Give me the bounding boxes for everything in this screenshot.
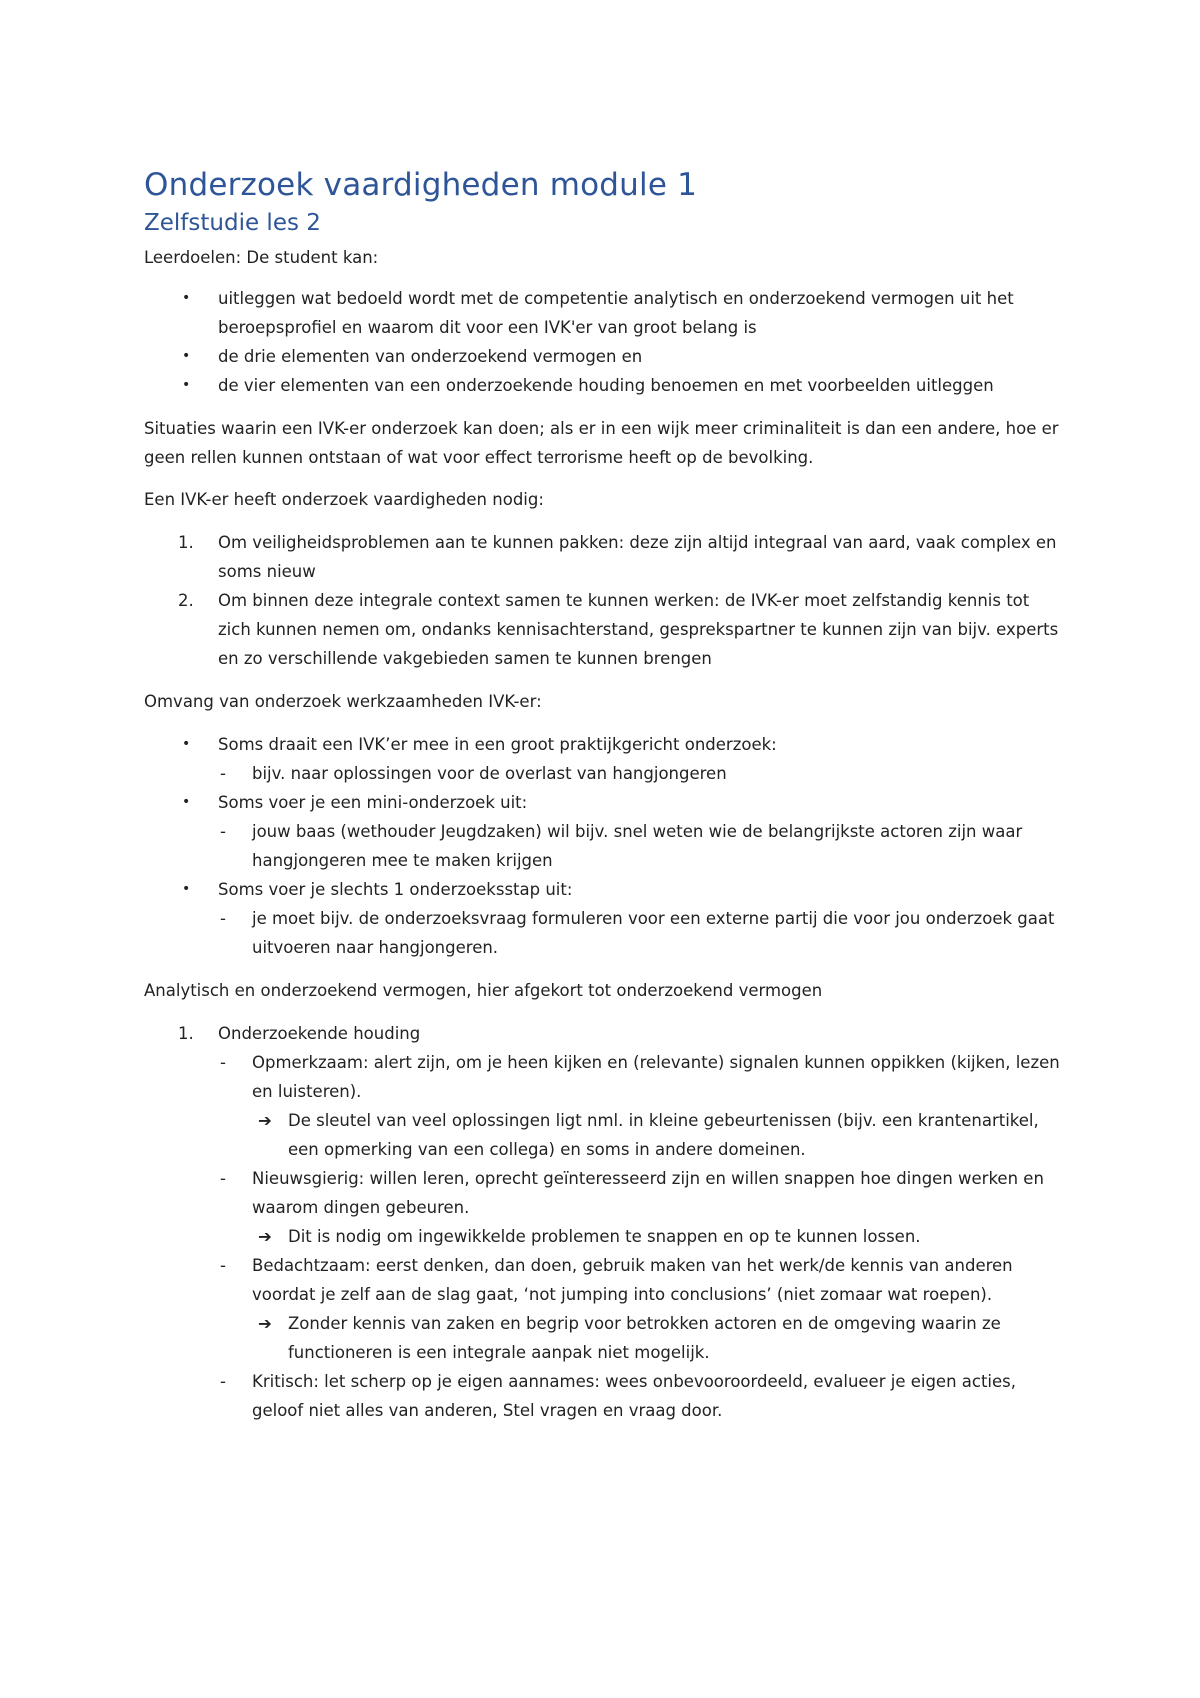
list-item-text: Om binnen deze integrale context samen te kunnen werken: de IVK-er moet zelfstandig kennis tot zich kunnen nemen om, ondanks kennisachterstand, gesprekspartner te kunnen zijn van bijv. experts en zo verschillende vakgebieden samen te kunnen brengen bbox=[218, 591, 1059, 668]
sub-list-item bbox=[144, 759, 1064, 788]
list-item-text: Soms draait een IVK’er mee in een groot praktijkgericht onderzoek: bbox=[218, 735, 777, 754]
arrow-right-icon: ➔ bbox=[258, 1111, 272, 1130]
list-item bbox=[144, 730, 1064, 759]
bullet-icon: • bbox=[182, 348, 191, 364]
document-content bbox=[144, 165, 1064, 1439]
list-item-text: de vier elementen van een onderzoekende houding benoemen en met voorbeelden uitleggen bbox=[218, 376, 994, 395]
houding-list bbox=[144, 1019, 1064, 1425]
list-item bbox=[144, 371, 1064, 400]
omvang-intro: Omvang van onderzoek werkzaamheden IVK-er: bbox=[144, 692, 542, 711]
bullet-icon: • bbox=[182, 290, 191, 306]
nodig-intro: Een IVK-er heeft onderzoek vaardigheden nodig: bbox=[144, 490, 544, 509]
sub-list-item bbox=[144, 1251, 1064, 1309]
dash-icon: - bbox=[220, 909, 226, 928]
list-item bbox=[144, 1019, 1064, 1048]
list-item bbox=[144, 528, 1064, 586]
page-subtitle: Zelfstudie les 2 bbox=[144, 210, 321, 236]
sub-list-item bbox=[144, 1164, 1064, 1222]
arrow-list-item-text: Zonder kennis van zaken en begrip voor betrokken actoren en de omgeving waarin ze functioneren is een integrale aanpak niet mogelijk. bbox=[288, 1314, 1001, 1362]
sub-list-item-text: jouw baas (wethouder Jeugdzaken) wil bijv. snel weten wie de belangrijkste actoren zijn waar hangjongeren mee te maken krijgen bbox=[252, 822, 1023, 870]
arrow-right-icon: ➔ bbox=[258, 1227, 272, 1246]
dash-icon: - bbox=[220, 822, 226, 841]
analytisch-intro: Analytisch en onderzoekend vermogen, hier afgekort tot onderzoekend vermogen bbox=[144, 981, 823, 1000]
list-item bbox=[144, 586, 1064, 673]
arrow-list-item-text: De sleutel van veel oplossingen ligt nml. in kleine gebeurtenissen (bijv. een krantenartikel, een opmerking van een collega) en soms in andere domeinen. bbox=[288, 1111, 1039, 1159]
page-title: Onderzoek vaardigheden module 1 bbox=[144, 167, 698, 203]
bullet-icon: • bbox=[182, 794, 191, 810]
bullet-icon: • bbox=[182, 881, 191, 897]
list-item-text: Onderzoekende houding bbox=[218, 1024, 421, 1043]
list-number: 1. bbox=[178, 1024, 194, 1043]
arrow-list-item bbox=[144, 1222, 1064, 1251]
bullet-icon: • bbox=[182, 377, 191, 393]
sub-list-item-text: bijv. naar oplossingen voor de overlast van hangjongeren bbox=[252, 764, 727, 783]
omvang-list bbox=[144, 730, 1064, 962]
dash-icon: - bbox=[220, 1053, 226, 1072]
sub-list-item-text: je moet bijv. de onderzoeksvraag formuleren voor een externe partij die voor jou onderzoek gaat uitvoeren naar hangjongeren. bbox=[252, 909, 1055, 957]
arrow-list-item bbox=[144, 1309, 1064, 1367]
sub-list-item-text: Opmerkzaam: alert zijn, om je heen kijken en (relevante) signalen kunnen oppikken (kijken, lezen en luisteren). bbox=[252, 1053, 1060, 1101]
list-item-text: Soms voer je een mini-onderzoek uit: bbox=[218, 793, 528, 812]
list-item bbox=[144, 875, 1064, 904]
sub-list-item bbox=[144, 1367, 1064, 1425]
list-item-text: Om veiligheidsproblemen aan te kunnen pakken: deze zijn altijd integraal van aard, vaak complex en soms nieuw bbox=[218, 533, 1057, 581]
leerdoelen-list bbox=[144, 284, 1064, 400]
dash-icon: - bbox=[220, 764, 226, 783]
list-number: 2. bbox=[178, 591, 194, 610]
sub-list-item bbox=[144, 1048, 1064, 1106]
sub-list-item-text: Bedachtzaam: eerst denken, dan doen, gebruik maken van het werk/de kennis van anderen voordat je zelf aan de slag gaat, ‘not jumping into conclusions’ (niet zomaar wat roepen). bbox=[252, 1256, 1013, 1304]
list-item bbox=[144, 284, 1064, 342]
sub-list-item-text: Kritisch: let scherp op je eigen aannames: wees onbevooroordeeld, evalueer je eigen acties, geloof niet alles van anderen, Stel vragen en vraag door. bbox=[252, 1372, 1017, 1420]
arrow-list-item bbox=[144, 1106, 1064, 1164]
arrow-list-item-text: Dit is nodig om ingewikkelde problemen te snappen en op te kunnen lossen. bbox=[288, 1227, 921, 1246]
list-item bbox=[144, 342, 1064, 371]
situaties-paragraph: Situaties waarin een IVK-er onderzoek kan doen; als er in een wijk meer criminaliteit is dan een andere, hoe er geen rellen kunnen ontstaan of wat voor effect terrorisme heeft op de bevolking. bbox=[144, 419, 1059, 467]
dash-icon: - bbox=[220, 1169, 226, 1188]
list-item-text: Soms voer je slechts 1 onderzoeksstap uit: bbox=[218, 880, 573, 899]
arrow-right-icon: ➔ bbox=[258, 1314, 272, 1333]
dash-icon: - bbox=[220, 1372, 226, 1391]
bullet-icon: • bbox=[182, 736, 191, 752]
sub-list-item bbox=[144, 904, 1064, 962]
list-item bbox=[144, 788, 1064, 817]
list-item-text: de drie elementen van onderzoekend vermogen en bbox=[218, 347, 643, 366]
sub-list-item bbox=[144, 817, 1064, 875]
leerdoelen-intro: Leerdoelen: De student kan: bbox=[144, 248, 379, 267]
sub-list-item-text: Nieuwsgierig: willen leren, oprecht geïnteresseerd zijn en willen snappen hoe dingen werken en waarom dingen gebeuren. bbox=[252, 1169, 1044, 1217]
list-number: 1. bbox=[178, 533, 194, 552]
dash-icon: - bbox=[220, 1256, 226, 1275]
list-item-text: uitleggen wat bedoeld wordt met de competentie analytisch en onderzoekend vermogen uit het beroepsprofiel en waarom dit voor een IVK'er van groot belang is bbox=[218, 289, 1014, 337]
nodig-list bbox=[144, 528, 1064, 673]
